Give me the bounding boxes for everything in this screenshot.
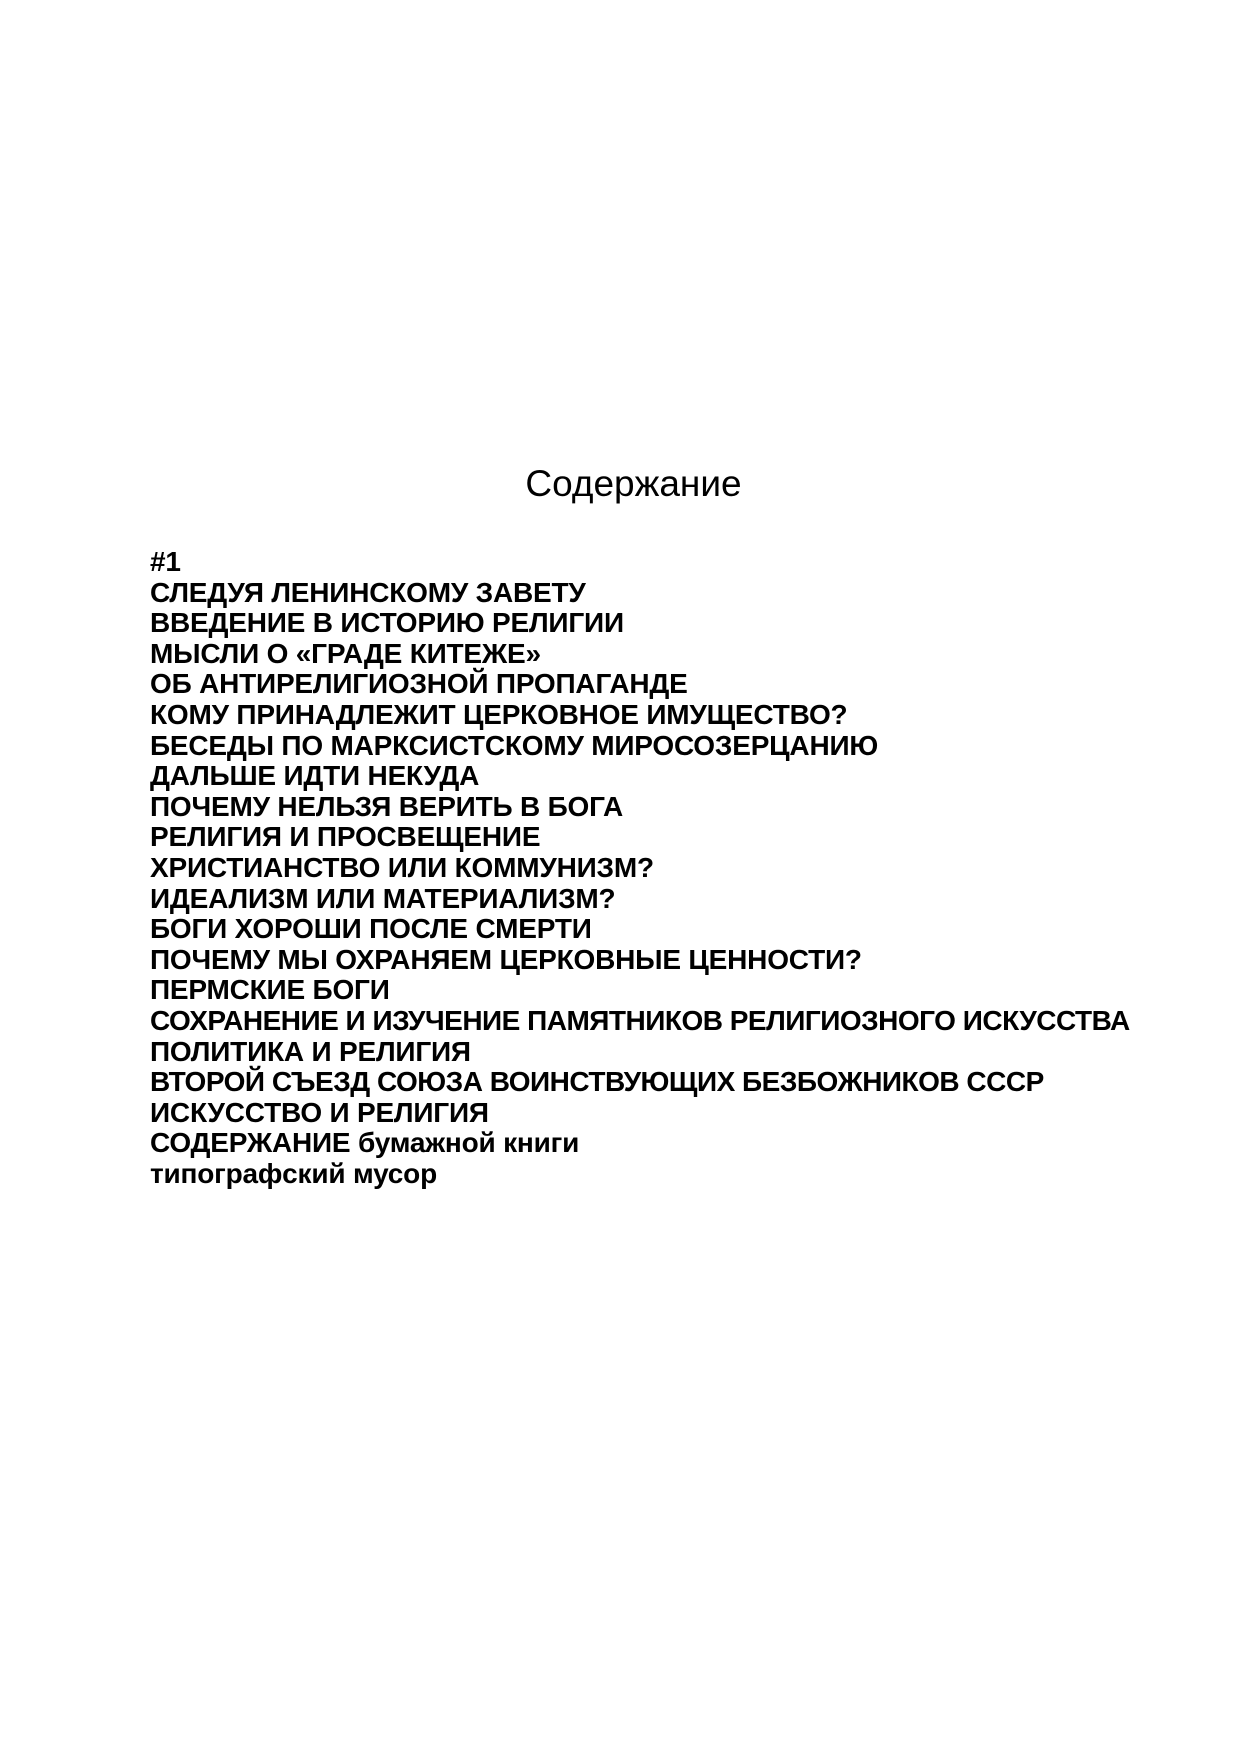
toc-item-19[interactable]: ИСКУССТВО И РЕЛИГИЯ: [150, 1096, 489, 1128]
toc-item-1[interactable]: #1: [150, 546, 181, 577]
toc-item-15[interactable]: ПЕРМСКИЕ БОГИ: [150, 974, 390, 1006]
toc-item-20[interactable]: СОДЕРЖАНИЕ бумажной книги: [150, 1127, 580, 1159]
toc-item-17[interactable]: ПОЛИТИКА И РЕЛИГИЯ: [150, 1035, 471, 1067]
toc-item-14[interactable]: ПОЧЕМУ МЫ ОХРАНЯЕМ ЦЕРКОВНЫЕ ЦЕННОСТИ?: [150, 943, 862, 975]
toc-item-3[interactable]: ВВЕДЕНИЕ В ИСТОРИЮ РЕЛИГИИ: [150, 607, 624, 639]
toc-item-2[interactable]: СЛЕДУЯ ЛЕНИНСКОМУ ЗАВЕТУ: [150, 576, 586, 608]
toc-item-8[interactable]: ДАЛЬШЕ ИДТИ НЕКУДА: [150, 760, 480, 792]
toc-item-16[interactable]: СОХРАНЕНИЕ И ИЗУЧЕНИЕ ПАМЯТНИКОВ РЕЛИГИОЗНОГО ИСКУССТВА: [150, 1004, 1130, 1036]
toc-item-12[interactable]: ИДЕАЛИЗМ ИЛИ МАТЕРИАЛИЗМ?: [150, 882, 616, 914]
toc-item-21[interactable]: типографский мусор: [150, 1157, 437, 1189]
toc-list: [150, 547, 1150, 1189]
toc-item-5[interactable]: ОБ АНТИРЕЛИГИОЗНОЙ ПРОПАГАНДЕ: [150, 668, 688, 700]
toc-item-4[interactable]: МЫСЛИ О «ГРАДЕ КИТЕЖЕ»: [150, 637, 541, 669]
toc-item-7[interactable]: БЕСЕДЫ ПО МАРКСИСТСКОМУ МИРОСОЗЕРЦАНИЮ: [150, 729, 879, 761]
toc-item-13[interactable]: БОГИ ХОРОШИ ПОСЛЕ СМЕРТИ: [150, 913, 592, 945]
toc-item-18[interactable]: ВТОРОЙ СЪЕЗД СОЮЗА ВОИНСТВУЮЩИХ БЕЗБОЖНИКОВ СССР: [150, 1066, 1044, 1098]
toc-item-11[interactable]: ХРИСТИАНСТВО ИЛИ КОММУНИЗМ?: [150, 851, 654, 883]
toc-item-6[interactable]: КОМУ ПРИНАДЛЕЖИТ ЦЕРКОВНОЕ ИМУЩЕСТВО?: [150, 698, 848, 730]
toc-item-10[interactable]: РЕЛИГИЯ И ПРОСВЕЩЕНИЕ: [150, 821, 541, 853]
toc-item-9[interactable]: ПОЧЕМУ НЕЛЬЗЯ ВЕРИТЬ В БОГА: [150, 790, 624, 822]
toc-heading: Содержание: [525, 463, 742, 504]
